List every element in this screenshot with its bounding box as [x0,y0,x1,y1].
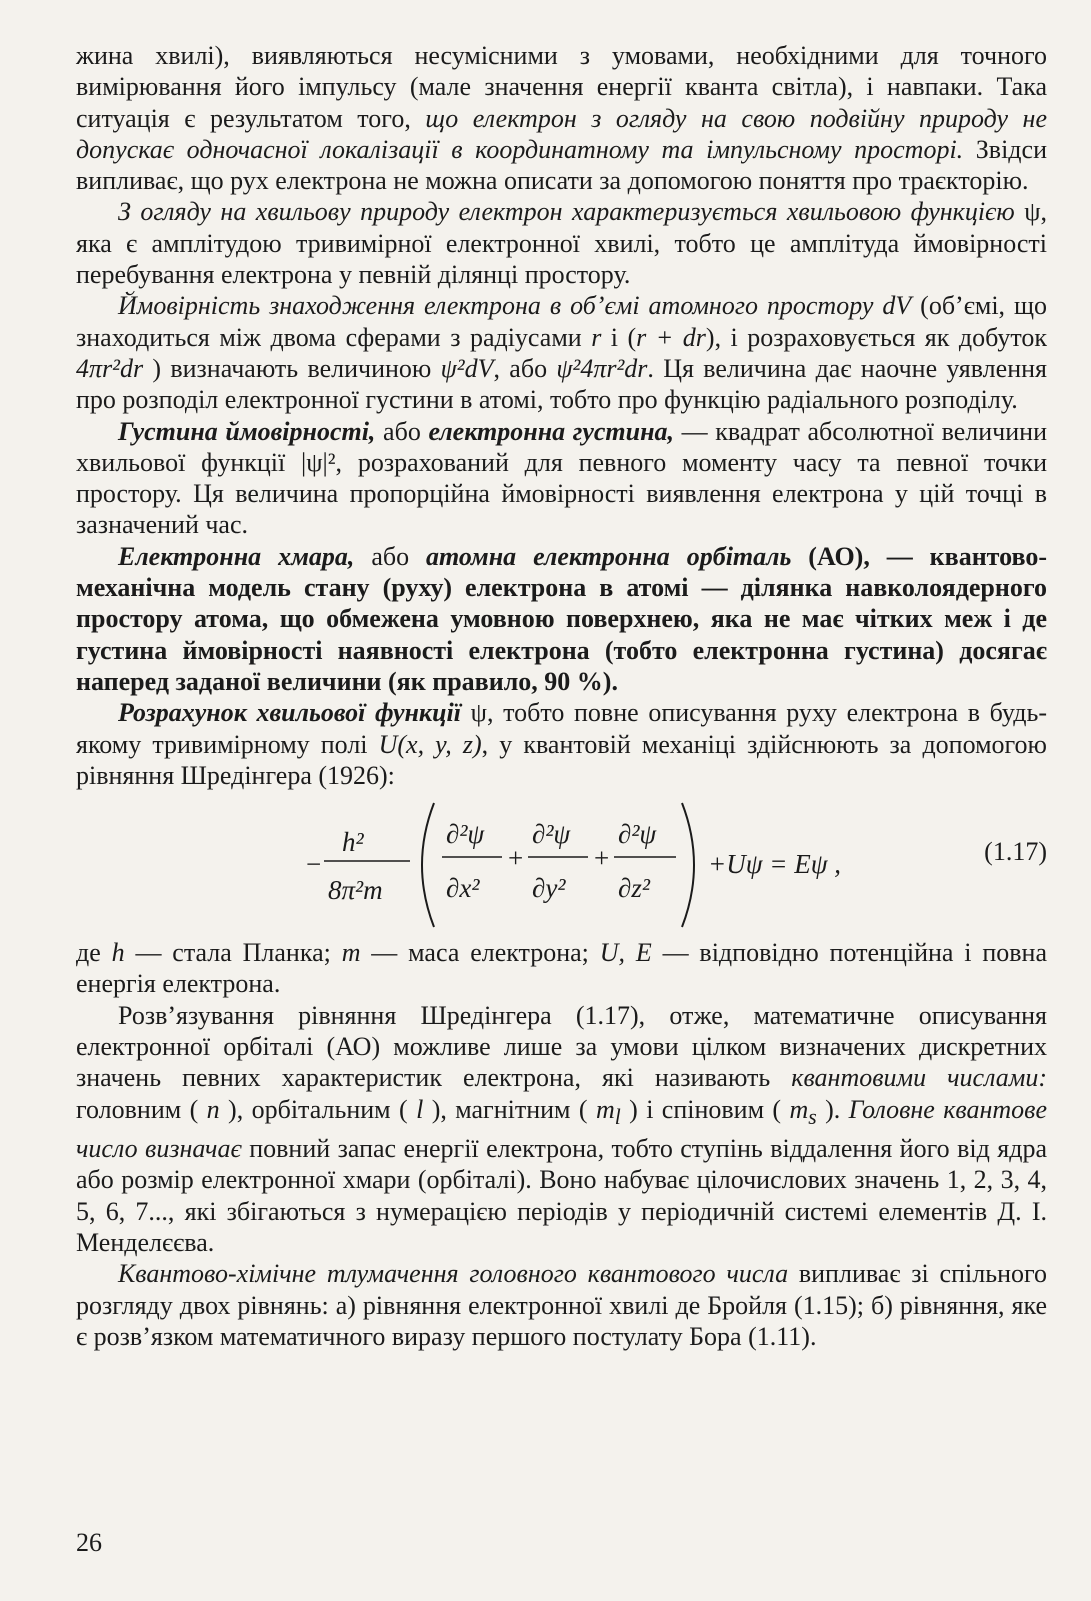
paragraph-3 [76,290,1047,415]
math-symbol: ψ [1014,197,1041,227]
term-definition: атомна електронна орбіталь [426,541,792,571]
math-symbol: 4πr²dr [76,353,144,383]
eq-dx2: ∂x² [446,873,480,904]
equation-number: (1.17) [984,837,1047,867]
eq-d2psi-y: ∂²ψ [532,819,571,850]
text-span: головним ( [76,1094,207,1124]
text-span: ), і розраховується як добуток [705,322,1047,352]
text-span: ψ, тобто повне описування руху електрона в будь-якому тривимірному полі [76,698,1047,759]
text-span: , або [493,353,557,383]
eq-d2psi-x: ∂²ψ [446,819,485,850]
math-symbol: m [341,938,361,968]
math-symbol: U, E [599,938,652,968]
right-paren [682,803,694,927]
math-base: m [789,1094,809,1124]
term-definition: Густина ймовірності, [118,416,376,446]
paragraph-5 [76,541,1047,697]
eq-plus-2: + [594,843,610,874]
term-definition: Розрахунок хвильової функції [118,698,462,728]
text-span: випливає зі спільного розгляду двох рівнянь: а) рівняння електронної хвилі де Бройля (1.15); б) рівняння, яке є розв’язком математичного виразу першого постулату Бора (1.11). [76,1259,1048,1351]
italic-emphasis: квантовими числами: [791,1063,1047,1093]
math-symbol: ψ²dV [440,353,494,383]
math-symbol [595,1094,621,1129]
text-span: , у квантовій механіці здійснюють за допомогою рівняння Шредінгера (1926): [76,729,1047,790]
italic-emphasis: що електрон з огляду на свою подвійну природу не допускає одночасної локалізації в координатному та імпульсному просторі. [76,103,1047,164]
italic-emphasis: Головне квантове число визначає [76,1094,1047,1164]
paragraph-1 [76,40,1047,196]
math-symbol: r [591,322,602,352]
text-span: — відповідно потенційна і повна енергія електрона. [76,938,1047,999]
term-definition: електронна густина, [428,416,675,446]
text-span: або [354,541,427,571]
math-symbol: dV [882,291,912,321]
paragraph-8 [76,1000,1047,1259]
math-symbol: r + dr [636,322,706,352]
text-span: — стала Планка; [124,938,342,968]
eq-h-squared: h² [342,827,364,858]
text-span: (об’ємі, що знаходиться між двома сферами з радіусами [76,291,1047,352]
text-span: Звідси випливає, що рух електрона не можна описати за допомогою поняття про траєкторію. [76,134,1047,196]
eq-plus-1: + [508,843,524,874]
math-symbol: l [416,1094,424,1124]
text-span: повний запас енергії електрона, тобто ступінь віддалення його від ядра або розмір електронної хмари (орбіталі). Воно набуває цілочислових значень 1, 2, 3, 4, 5, 6, 7..., які збігаються з нумерацією періодів у періодичній системі елементів Д. І. Менделєєва. [76,1134,1047,1257]
text-span: , яка є амплітудою тривимірної електронної хвилі, тобто це амплітуда ймовірності перебування електрона у певній ділянці простору. [76,197,1047,290]
schrodinger-equation [76,797,1047,933]
eq-dy2: ∂y² [532,873,566,904]
equation-graphic [306,797,896,933]
term-definition: Електронна хмара, [118,541,355,571]
math-subscript: l [614,1104,621,1129]
text-span: ) і спіновим ( [620,1094,790,1124]
eq-tail: +Uψ = Eψ , [708,849,841,880]
text-span: — квадрат абсолютної величини хвильової функції |ψ|², розрахований для певного моменту часу та певної точки простору. Ця величина пропорційна ймовірності виявлення електрона у цій точці в зазначений час. [76,416,1047,540]
paragraph-7 [76,937,1047,1000]
eq-minus: − [306,849,322,880]
math-symbol: h [111,938,125,968]
page-number: 26 [76,1528,102,1557]
left-paren [422,803,434,927]
term-abbreviation: (АО), — квантово-механічна модель стану (руху) електрона в атомі — ділянка навколоядерного простору атома, що обмежена умовною поверхнею, яка не має чітких меж і де густина ймовірності наявності електрона (тобто електронна густина) досягає наперед заданої величини (як правило, 90 %). [76,541,1047,696]
text-span: ), магнітним ( [423,1094,596,1124]
italic-emphasis: Ймовірність знаходження електрона в об’ємі атомного простору [118,291,883,321]
text-span: і ( [601,322,637,352]
text-span: ), орбітальним ( [219,1094,417,1124]
text-span: де [76,938,112,968]
text-span: або [375,416,429,446]
math-symbol: U(x, y, z) [378,729,482,759]
eq-d2psi-z: ∂²ψ [618,819,657,850]
math-base: m [595,1094,615,1124]
text-span: Розв’язування рівняння Шредінгера (1.17), отже, математичне описування електронної орбіталі (АО) можливе лише за умови цілком визначених дискретних значень певних характеристик електрона, які називають [76,1000,1047,1093]
eq-dz2: ∂z² [618,873,650,904]
text-span: . Ця величина дає наочне уявлення про розподіл електронної густини в атомі, тобто про функцію радіального розподілу. [76,353,1047,415]
paragraph-9 [76,1258,1047,1352]
italic-emphasis: З огляду на хвильову природу електрон характеризується хвильовою функцією [118,197,1015,227]
math-subscript: s [808,1104,817,1129]
text-span: ) визначають величиною [143,353,441,383]
math-symbol [789,1094,817,1129]
eq-denominator: 8π²m [328,875,383,906]
text-span: жина хвилі), виявляються несумісними з умовами, необхідними для точного вимірювання його імпульсу (мале значення енергії кванта світла), і навпаки. Така ситуація є результатом того, [76,41,1047,133]
text-span: ). [816,1094,849,1124]
paragraph-4 [76,416,1047,541]
text-span: — маса електрона; [360,938,600,968]
math-symbol: n [206,1094,220,1124]
italic-emphasis: Квантово-хімічне тлумачення головного квантового числа [118,1259,789,1289]
paragraph-6 [76,697,1047,791]
math-symbol: ψ²4πr²dr [556,353,648,383]
paragraph-2 [76,196,1047,290]
